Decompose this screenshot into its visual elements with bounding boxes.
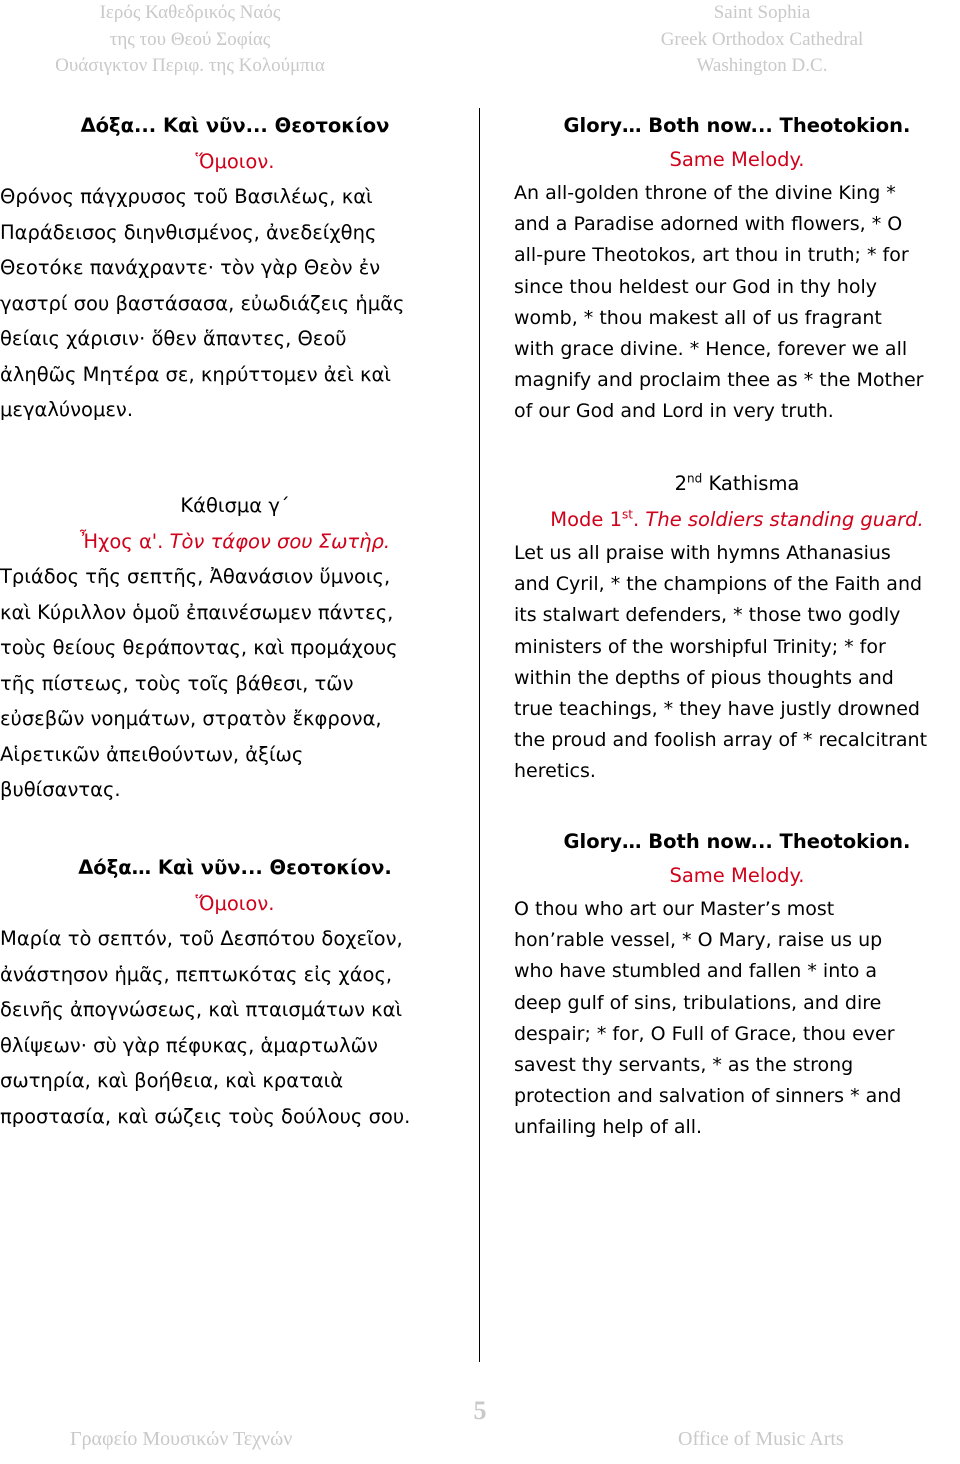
header-left-line: της του Θεού Σοφίας	[109, 28, 271, 50]
footer-left: Γραφείο Μουσικών Τεχνών	[70, 1428, 293, 1450]
text-line: τῆς πίστεως, τοὺς τοῖς βάθεσι, τῶν	[0, 671, 354, 695]
english-section-1	[514, 108, 960, 428]
greek-section-2	[0, 488, 470, 808]
text-line: Μαρία τὸ σεπτόν, τοῦ Δεσπότου δοχεῖον,	[0, 927, 403, 950]
text-line: ἀνάστησον ἡμᾶς, πεπτωκότας εἰς χάος,	[0, 962, 393, 986]
english-kathisma-heading	[514, 466, 960, 502]
text-line: hon’rable vessel, * O Mary, raise us up	[514, 929, 883, 952]
text-line: Αἱρετικῶν ἀπειθούντων, ἀξίως	[0, 742, 304, 766]
text-line: within the depths of pious thoughts and	[514, 666, 894, 689]
english-hymn-text	[514, 178, 960, 428]
mode-ordinal: st	[622, 507, 634, 522]
english-section-heading: Glory… Both now... Theotokion.	[563, 114, 911, 137]
greek-mode-label: Ἦχος α'.	[79, 529, 164, 553]
text-line: since thou heldest our God in thy holy	[514, 275, 878, 298]
text-line: ministers of the worshipful Trinity; * for	[514, 635, 886, 658]
greek-section-3	[0, 850, 470, 1134]
text-line: and a Paradise adorned with flowers, * O	[514, 213, 903, 236]
text-line: μεγαλύνομεν.	[0, 398, 134, 421]
text-line: unfailing help of all.	[514, 1116, 703, 1139]
text-line: deep gulf of sins, tribulations, and dire	[514, 991, 882, 1014]
text-line: its stalwart defenders, * those two godly	[514, 604, 901, 627]
text-line: θλίψεων· σὺ γὰρ πέφυκας, ἁμαρτωλῶν	[0, 1033, 378, 1057]
english-mode-line	[514, 502, 960, 538]
greek-melody-label: Ὅμοιον.	[195, 891, 275, 915]
english-hymn-text	[514, 538, 960, 788]
greek-hymn-text	[0, 921, 470, 1134]
greek-hymn-text	[0, 179, 470, 428]
english-melody-label: Same Melody.	[669, 864, 805, 887]
greek-hymn-text	[0, 559, 470, 808]
text-line: τοὺς θείους θεράποντας, καὶ προμάχους	[0, 636, 398, 659]
text-line: Παράδεισος διηνθισμένος, ἀνεδείχθης	[0, 220, 377, 244]
text-line: Τριάδος τῆς σεπτῆς, Ἀθανάσιον ὕμνοις,	[0, 565, 391, 588]
text-line: who have stumbled and fallen * into a	[514, 960, 877, 983]
header-left-line: Ουάσιγκτον Περιφ. της Κολούμπια	[55, 55, 325, 76]
text-line: all-pure Theotokos, art thou in truth; * for	[514, 244, 909, 267]
greek-mode-line	[0, 524, 470, 560]
text-line: ἀληθῶς Μητέρα σε, κηρύττομεν ἀεὶ καὶ	[0, 362, 391, 386]
text-line: and Cyril, * the champions of the Faith and	[514, 573, 923, 596]
footer-right: Office of Music Arts	[678, 1428, 844, 1450]
text-line: womb, * thou makest all of us fragrant	[514, 306, 882, 329]
text-line: magnify and proclaim thee as * the Mother	[514, 369, 924, 392]
text-line: An all-golden throne of the divine King *	[514, 182, 896, 204]
text-line: Θρόνος πάγχρυσος τοῦ Βασιλέως, καὶ	[0, 185, 373, 208]
text-line: of our God and Lord in very truth.	[514, 400, 834, 423]
text-line: savest thy servants, * as the strong	[514, 1054, 854, 1077]
text-line: γαστρί σου βαστάσασα, εὐωδιάζεις ἡμᾶς	[0, 291, 405, 315]
english-hymn-text	[514, 894, 960, 1144]
text-line: σωτηρία, καὶ βοήθεια, καὶ κραταιὰ	[0, 1069, 344, 1092]
header-right-line: Saint Sophia	[713, 2, 811, 23]
greek-melody-label: Ὅμοιον.	[195, 149, 275, 173]
text-line: true teachings, * they have justly drowned	[514, 698, 920, 721]
greek-section-heading: Δόξα... Καὶ νῦν... Θεοτοκίον	[80, 114, 390, 137]
kathisma-label: Kathisma	[702, 472, 800, 495]
header-right-line: Greek Orthodox Cathedral	[660, 28, 864, 50]
greek-melody-label: Τὸν τάφον σου Σωτὴρ.	[169, 529, 391, 553]
text-line: protection and salvation of sinners * and	[514, 1085, 902, 1108]
column-divider	[479, 108, 480, 1362]
text-line: with grace divine. * Hence, forever we all	[514, 338, 908, 361]
header-left	[40, 0, 340, 80]
text-line: heretics.	[514, 760, 596, 783]
greek-section-heading: Δόξα… Καὶ νῦν... Θεοτοκίον.	[78, 856, 392, 879]
header-right-line: Washington D.C.	[696, 55, 828, 76]
greek-section-1	[0, 108, 470, 428]
kathisma-number: 2	[674, 472, 688, 495]
text-line: O thou who art our Master’s most	[514, 898, 835, 920]
english-melody-label: Same Melody.	[669, 148, 805, 171]
text-line: the proud and foolish array of * recalcitrant	[514, 729, 928, 752]
header-left-line: Ιερός Καθεδρικός Ναός	[99, 2, 281, 23]
header-right	[612, 0, 912, 80]
text-line: Let us all praise with hymns Athanasius	[514, 542, 891, 564]
kathisma-ordinal: nd	[687, 471, 703, 486]
english-section-3	[514, 824, 960, 1144]
text-line: καὶ Κύριλλον ὁμοῦ ἐπαινέσωμεν πάντες,	[0, 600, 394, 624]
english-mode-label: Mode 1	[550, 508, 623, 531]
english-melody-label: The soldiers standing guard.	[639, 508, 924, 531]
text-line: despair; * for, O Full of Grace, thou ever	[514, 1022, 895, 1045]
english-section-2	[514, 466, 960, 788]
text-line: θείαις χάρισιν· ὅθεν ἅπαντες, Θεοῦ	[0, 327, 347, 350]
text-line: προστασία, καὶ σώζεις τοὺς δούλους σου.	[0, 1104, 411, 1128]
greek-kathisma-heading: Κάθισμα γ´	[180, 494, 290, 517]
text-line: δεινῆς ἀπογνώσεως, καὶ πταισμάτων καὶ	[0, 998, 403, 1021]
text-line: βυθίσαντας.	[0, 778, 121, 801]
mode-period: .	[633, 508, 640, 531]
page-number: 5	[473, 1396, 487, 1425]
english-section-heading: Glory… Both now... Theotokion.	[563, 830, 911, 853]
text-line: Θεοτόκε πανάχραντε· τὸν γὰρ Θεὸν ἐν	[0, 256, 381, 279]
text-line: εὐσεβῶν νοημάτων, στρατὸν ἔκφρονα,	[0, 707, 382, 730]
